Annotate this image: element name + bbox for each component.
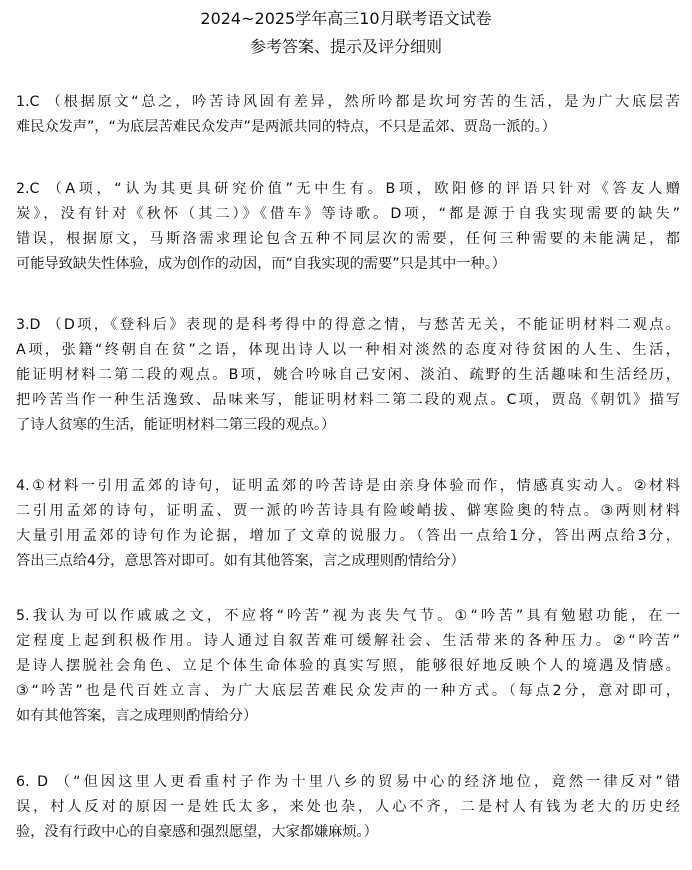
answer-line: ③“吟苦”也是代百姓立言、为广大底层苦难民众发声的一种方式。（每点2分，意对即可， — [16, 683, 680, 699]
answer-6 — [16, 770, 680, 845]
answer-4 — [16, 474, 680, 574]
answer-line: 2.C （A项，“认为其更具研究价值”无中生有。B项，欧阳修的评语只针对《答友人赠 — [16, 181, 680, 197]
answer-line: 如有其他答案，言之成理则酌情给分） — [16, 708, 258, 724]
answer-line: 了诗人贫寒的生活，能证明材料二第三段的观点。） — [16, 417, 336, 433]
answer-1 — [16, 90, 680, 140]
answer-line: 3.D （D项，《登科后》表现的是科考得中的得意之情，与愁苦无关，不能证明材料二观点。 — [16, 317, 680, 333]
answer-line: 误，村人反对的原因一是姓氏太多，来处也杂，人心不齐，二是村人有钱为老大的历史经 — [16, 799, 680, 815]
document-title: 2024~2025学年高三10月联考语文试卷 — [200, 9, 492, 28]
answer-line: 是诗人摆脱社会角色、立足个体生命体验的真实写照，能够很好地反映个人的境遇及情感。 — [16, 658, 680, 674]
answer-line: 5.我认为可以作戚戚之文，不应将“吟苦”视为丧失气节。①“吟苦”具有勉慰功能，在一 — [16, 608, 680, 624]
answer-line: 6. D （“但因这里人更看重村子作为十里八乡的贸易中心的经济地位，竟然一律反对”错 — [16, 774, 680, 790]
document-subtitle: 参考答案、提示及评分细则 — [249, 37, 442, 56]
answer-line: 大量引用孟郊的诗句作为论据，增加了文章的说服力。（答出一点给1分，答出两点给3分， — [16, 528, 680, 544]
answer-3 — [16, 313, 680, 438]
answer-line: A项，张籍“终朝自在贫”之语，体现出诗人以一种相对淡然的态度对待贫困的人生、生活， — [16, 342, 680, 358]
answer-line: 验，没有行政中心的自豪感和强烈愿望，大家都嫌麻烦。） — [16, 824, 378, 840]
answer-line: 可能导致缺失性体验，成为创作的动因，而“自我实现的需要”只是其中一种。） — [16, 256, 506, 272]
answer-line: 错误，根据原文，马斯洛需求理论包含五种不同层次的需要，任何三种需要的未能满足，都 — [16, 231, 680, 247]
answer-line: 4.①材料一引用孟郊的诗句，证明孟郊的吟苦诗是由亲身体验而作，情感真实动人。②材料 — [16, 478, 680, 494]
answer-line: 能证明材料二第二段的观点。B项，姚合吟咏自己安闲、淡泊、疏野的生活趣味和生活经历， — [16, 367, 680, 383]
answer-line: 炭》，没有针对《秋怀（其二）》《借车》等诗歌。D项，“都是源于自我实现需要的缺失” — [16, 206, 680, 222]
answer-line: 答出三点给4分，意思答对即可。如有其他答案，言之成理则酌情给分） — [16, 553, 465, 569]
answer-2 — [16, 177, 680, 277]
answer-line: 把吟苦当作一种生活逸致、品味来写，能证明材料二第二段的观点。C项，贾岛《朝饥》描写 — [16, 392, 680, 408]
answer-line: 二引用孟郊的诗句，证明孟、贾一派的吟苦诗具有险峻峭拔、僻寒险奥的特点。③两则材料 — [16, 503, 680, 519]
answer-line: 定程度上起到积极作用。诗人通过自叙苦难可缓解社会、生活带来的各种压力。②“吟苦” — [16, 633, 680, 649]
answer-5 — [16, 604, 680, 729]
answer-line: 1.C （根据原文“总之，吟苦诗风固有差异，然所吟都是坎坷穷苦的生活，是为广大底层苦 — [16, 94, 680, 110]
answer-line: 难民众发声”，“为底层苦难民众发声”是两派共同的特点，不只是孟郊、贾岛一派的。） — [16, 119, 556, 135]
